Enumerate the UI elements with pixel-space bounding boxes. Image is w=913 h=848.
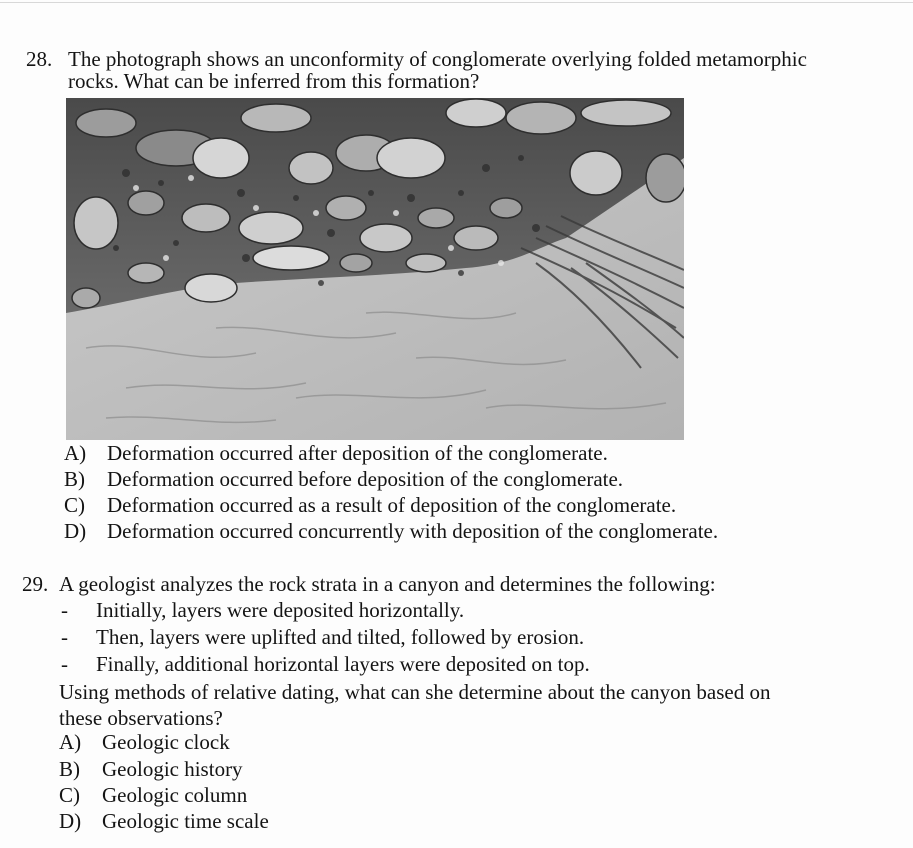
- unconformity-photograph: [66, 98, 684, 440]
- choice-letter: C): [64, 493, 85, 517]
- choice-28-d[interactable]: [64, 518, 719, 544]
- choice-29-a[interactable]: [59, 729, 230, 755]
- choice-text: Geologic history: [102, 757, 243, 781]
- bullet-dash: -: [61, 652, 68, 676]
- question-number: 29.: [22, 572, 49, 596]
- stem-line: rocks. What can be inferred from this formation?: [68, 69, 480, 93]
- choice-text: Geologic time scale: [102, 809, 269, 833]
- choice-29-c[interactable]: [59, 782, 248, 808]
- observation-text: Then, layers were uplifted and tilted, followed by erosion.: [96, 625, 585, 649]
- choice-29-b[interactable]: [59, 756, 243, 782]
- stem-line: A geologist analyzes the rock strata in a canyon and determines the following:: [59, 572, 716, 596]
- stem-line: Using methods of relative dating, what can she determine about the canyon based on: [59, 680, 771, 704]
- stem-line: these observations?: [59, 706, 223, 730]
- choice-28-c[interactable]: [64, 492, 677, 518]
- choice-28-a[interactable]: [64, 440, 608, 466]
- question-29: [22, 571, 892, 599]
- choice-text: Deformation occurred concurrently with deposition of the conglomerate.: [107, 519, 719, 543]
- choice-text: Deformation occurred as a result of deposition of the conglomerate.: [107, 493, 677, 517]
- choice-text: Geologic clock: [102, 730, 230, 754]
- question-stem: [68, 46, 807, 94]
- question-number: 28.: [26, 47, 53, 71]
- choice-letter: A): [64, 441, 87, 465]
- stem-line: The photograph shows an unconformity of conglomerate overlying folded metamorphic: [68, 47, 807, 71]
- choice-letter: C): [59, 783, 80, 807]
- choice-text: Deformation occurred before deposition of the conglomerate.: [107, 467, 624, 491]
- bullet-dash: -: [61, 598, 68, 622]
- observation-text: Initially, layers were deposited horizontally.: [96, 598, 465, 622]
- observation-text: Finally, additional horizontal layers were deposited on top.: [96, 652, 590, 676]
- choice-letter: B): [64, 467, 85, 491]
- choice-letter: B): [59, 757, 80, 781]
- choice-text: Geologic column: [102, 783, 248, 807]
- question-stem: [59, 571, 716, 597]
- choice-letter: D): [64, 519, 87, 543]
- choice-letter: A): [59, 730, 82, 754]
- question-28: [26, 46, 896, 106]
- choice-letter: D): [59, 809, 82, 833]
- choice-28-b[interactable]: [64, 466, 624, 492]
- choice-text: Deformation occurred after deposition of the conglomerate.: [107, 441, 608, 465]
- choice-29-d[interactable]: [59, 808, 269, 834]
- question-29-prompt: [59, 679, 899, 733]
- top-divider: [0, 2, 913, 3]
- bullet-dash: -: [61, 625, 68, 649]
